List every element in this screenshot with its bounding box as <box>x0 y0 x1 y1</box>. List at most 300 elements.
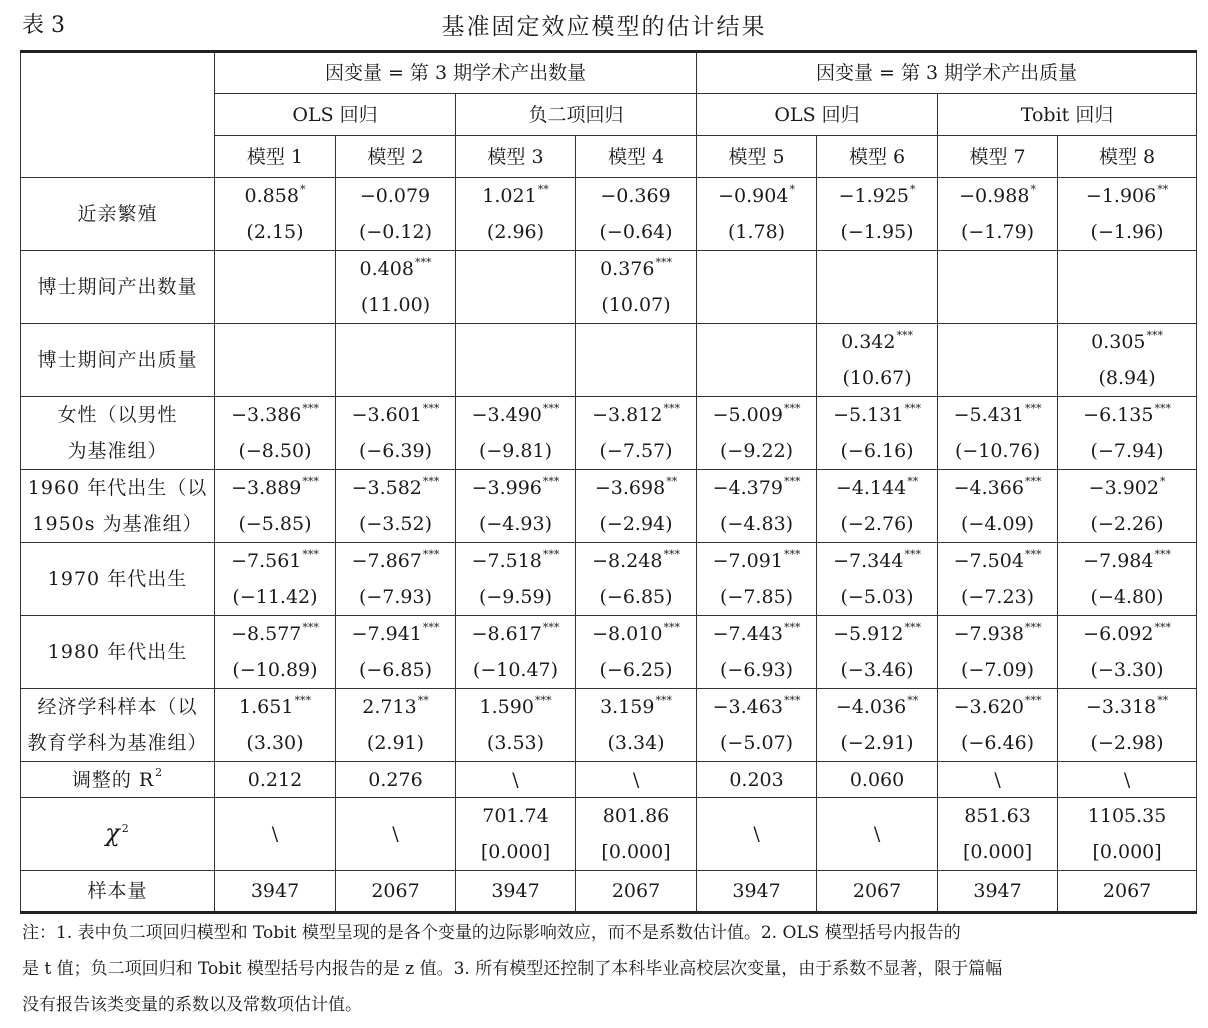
coefficient-value: −3.812 <box>592 404 663 426</box>
coefficient-line <box>833 543 921 579</box>
significance-stars: *** <box>542 401 560 415</box>
significance-stars: * <box>909 182 916 196</box>
coefficient-line <box>713 470 801 506</box>
test-statistic: (−6.85) <box>358 659 433 681</box>
estimate-stack <box>817 251 937 323</box>
test-statistic: (10.07) <box>601 294 671 316</box>
coefficient-row <box>21 470 1197 543</box>
model-header: 模型 5 <box>697 136 817 178</box>
test-statistic: (−6.46) <box>961 732 1035 754</box>
estimate-cell <box>215 397 336 470</box>
significance-stars: *** <box>414 255 432 269</box>
coefficient-line <box>841 324 913 360</box>
significance-stars: ** <box>1157 693 1169 707</box>
row-label <box>21 689 215 762</box>
significance-stars: *** <box>302 474 319 488</box>
chi2-stack <box>576 798 696 870</box>
test-statistic: (−7.85) <box>720 586 794 608</box>
significance-stars: *** <box>422 547 440 561</box>
r2-value: 0.212 <box>215 762 336 798</box>
chi2-symbol: χ <box>105 819 121 847</box>
estimate-cell <box>1058 470 1197 543</box>
coefficient-line <box>997 251 998 287</box>
estimate-stack <box>1058 397 1196 469</box>
significance-stars: *** <box>1154 547 1171 561</box>
coefficient-line <box>877 251 878 287</box>
estimate-stack <box>456 543 575 615</box>
coefficient-line <box>515 324 516 360</box>
significance-stars: ** <box>537 182 549 196</box>
estimate-stack <box>576 397 696 469</box>
estimate-cell <box>817 251 938 324</box>
model-header: 模型 4 <box>576 136 697 178</box>
test-statistic: (−5.07) <box>720 732 794 754</box>
test-statistic: (−6.39) <box>358 440 433 462</box>
coefficient-value: −6.092 <box>1083 623 1154 645</box>
chi2-value: 1105.35 <box>1087 805 1167 827</box>
estimate-stack <box>576 324 696 396</box>
sample-size-row <box>21 871 1197 913</box>
coefficient-value: −7.984 <box>1083 550 1154 572</box>
estimate-stack <box>336 543 455 615</box>
coefficient-line <box>275 251 276 287</box>
chi2-stack <box>456 798 575 870</box>
significance-stars: *** <box>783 401 801 415</box>
coefficient-value: −8.577 <box>231 623 302 645</box>
estimate-stack <box>817 616 937 688</box>
coefficient-line <box>1127 251 1128 287</box>
coefficient-value: 0.376 <box>600 258 655 280</box>
sample-size-label: 样本量 <box>21 871 215 913</box>
estimate-stack <box>456 616 575 688</box>
note-line: 注：1. 表中负二项回归模型和 Tobit 模型呈现的是各个变量的边际影响效应，而不是系数估计值。2. OLS 模型括号内报告的 <box>22 923 961 943</box>
test-statistic: (2.91) <box>366 732 425 754</box>
coefficient-line <box>756 251 757 287</box>
estimate-cell <box>215 178 336 251</box>
estimate-cell <box>1058 616 1197 689</box>
estimate-cell <box>336 689 456 762</box>
estimate-stack <box>456 470 575 542</box>
row-label <box>21 470 215 543</box>
r2-value: 0.276 <box>336 762 456 798</box>
coefficient-row <box>21 397 1197 470</box>
coefficient-line <box>1083 616 1171 652</box>
test-statistic: (8.94) <box>1098 367 1156 389</box>
chi2-row <box>21 798 1197 871</box>
coefficient-line <box>756 324 757 360</box>
estimate-stack <box>215 178 335 250</box>
r2-value: \ <box>938 762 1058 798</box>
significance-stars: ** <box>907 693 919 707</box>
coefficient-value: −3.601 <box>351 404 422 426</box>
estimate-stack <box>697 397 816 469</box>
test-statistic: (−3.52) <box>358 513 433 535</box>
significance-stars: *** <box>302 620 319 634</box>
test-statistic: (−4.09) <box>961 513 1035 535</box>
significance-stars: *** <box>904 620 921 634</box>
estimate-cell <box>336 616 456 689</box>
row-label <box>21 178 215 251</box>
test-statistic: (−0.12) <box>358 221 433 243</box>
significance-stars: *** <box>294 693 311 707</box>
estimate-stack <box>938 178 1057 250</box>
significance-stars: *** <box>783 620 801 634</box>
sample-size-value: 3947 <box>215 871 336 913</box>
coefficient-value: 0.342 <box>841 331 896 353</box>
significance-stars: *** <box>542 474 560 488</box>
estimate-cell <box>697 470 817 543</box>
significance-stars: *** <box>302 547 319 561</box>
significance-stars: *** <box>534 693 552 707</box>
significance-stars: * <box>1030 182 1036 196</box>
coefficient-line <box>600 689 672 725</box>
coefficient-value: 0.858 <box>244 185 299 207</box>
significance-stars: *** <box>663 547 680 561</box>
estimate-cell <box>215 543 336 616</box>
table-notes <box>22 915 1194 1023</box>
estimate-cell <box>456 689 576 762</box>
estimate-cell <box>817 689 938 762</box>
row-label-line: 为基准组） <box>67 440 168 462</box>
estimate-cell <box>817 397 938 470</box>
significance-stars: *** <box>1154 401 1171 415</box>
coefficient-value: −0.904 <box>718 185 789 207</box>
estimate-cell <box>697 543 817 616</box>
significance-stars: *** <box>1154 620 1171 634</box>
estimate-cell <box>938 397 1058 470</box>
estimate-stack <box>576 543 696 615</box>
chi2-cell <box>1058 798 1197 871</box>
estimate-cell <box>1058 251 1197 324</box>
test-statistic: (−3.46) <box>840 659 914 681</box>
estimate-cell <box>817 616 938 689</box>
coefficient-line <box>959 178 1036 214</box>
test-statistic: (−9.22) <box>720 440 794 462</box>
estimate-stack <box>576 470 696 542</box>
coefficient-line <box>231 397 319 433</box>
coefficient-value: −5.912 <box>833 623 904 645</box>
coefficient-line <box>833 397 921 433</box>
estimate-stack <box>215 251 335 323</box>
estimate-cell <box>336 470 456 543</box>
coefficient-line <box>833 616 921 652</box>
estimate-stack <box>817 470 937 542</box>
test-statistic: (−0.64) <box>599 221 673 243</box>
row-label-line: 1950s 为基准组） <box>32 513 203 535</box>
row-label-line: 博士期间产出质量 <box>37 349 198 371</box>
test-statistic: (−4.93) <box>478 513 553 535</box>
significance-stars: ** <box>417 693 429 707</box>
estimate-cell <box>456 251 576 324</box>
sample-size-value: 2067 <box>576 871 697 913</box>
chi2-cell <box>215 798 336 871</box>
chi2-p-value: [0.000] <box>962 841 1033 863</box>
significance-stars: *** <box>783 474 801 488</box>
coefficient-value: −4.379 <box>712 477 783 499</box>
significance-stars: *** <box>422 620 440 634</box>
estimate-cell <box>456 324 576 397</box>
estimate-stack <box>215 689 335 761</box>
chi2-cell <box>697 798 817 871</box>
chi2-p-value: [0.000] <box>480 841 551 863</box>
estimate-stack <box>576 689 696 761</box>
r2-label-text: 调整的 R <box>71 768 155 791</box>
row-label-line: 经济学科样本（以 <box>37 696 198 718</box>
estimate-stack <box>336 324 455 396</box>
coefficient-value: 2.713 <box>362 696 417 718</box>
estimate-cell <box>697 616 817 689</box>
test-statistic: (−6.93) <box>720 659 794 681</box>
estimate-cell <box>456 616 576 689</box>
coefficient-row <box>21 689 1197 762</box>
coefficient-row <box>21 324 1197 397</box>
coefficient-value: −3.386 <box>231 404 302 426</box>
test-statistic: (−3.30) <box>1090 659 1164 681</box>
r2-label <box>21 762 215 798</box>
coefficient-value: 1.590 <box>479 696 534 718</box>
coefficient-line <box>231 470 319 506</box>
estimate-stack <box>817 689 937 761</box>
test-statistic: (11.00) <box>360 294 431 316</box>
estimate-cell <box>456 470 576 543</box>
estimate-cell <box>938 470 1058 543</box>
estimate-stack <box>576 616 696 688</box>
test-statistic: (−10.89) <box>232 659 318 681</box>
coefficient-line <box>231 543 319 579</box>
test-statistic: (−10.47) <box>472 659 559 681</box>
test-statistic: (10.67) <box>842 367 912 389</box>
estimate-cell <box>817 470 938 543</box>
estimate-stack <box>456 251 575 323</box>
estimate-cell <box>1058 689 1197 762</box>
chi2-cell <box>817 798 938 871</box>
coefficient-value: −0.079 <box>359 185 431 207</box>
coefficient-line <box>600 178 671 214</box>
significance-stars: *** <box>663 401 680 415</box>
row-label-line: 1980 年代出生 <box>47 641 188 663</box>
estimate-cell <box>938 251 1058 324</box>
coefficient-line <box>275 324 276 360</box>
estimate-stack <box>697 543 816 615</box>
estimate-stack <box>938 324 1057 396</box>
estimate-cell <box>697 324 817 397</box>
estimate-stack <box>1058 178 1196 250</box>
significance-stars: *** <box>1024 693 1042 707</box>
estimate-cell <box>215 251 336 324</box>
coefficient-line <box>352 397 440 433</box>
note-line: 没有报告该类变量的系数以及常数项估计值。 <box>22 995 362 1015</box>
coefficient-line <box>592 616 680 652</box>
test-statistic: (−2.26) <box>1090 513 1164 535</box>
chi2-value: \ <box>873 823 881 845</box>
model-header: 模型 3 <box>456 136 576 178</box>
coefficient-value: −3.902 <box>1088 477 1159 499</box>
chi2-cell <box>456 798 576 871</box>
significance-stars: *** <box>302 401 319 415</box>
coefficient-value: −1.925 <box>838 185 909 207</box>
model-header: 模型 8 <box>1058 136 1197 178</box>
estimate-stack <box>1058 543 1196 615</box>
sample-size-value: 3947 <box>456 871 576 913</box>
chi2-value: \ <box>753 823 760 845</box>
coefficient-line <box>231 616 319 652</box>
chi2-cell <box>938 798 1058 871</box>
chi2-stack <box>215 816 335 852</box>
estimate-cell <box>336 543 456 616</box>
coefficient-value: −4.144 <box>835 477 907 499</box>
r2-value: \ <box>456 762 576 798</box>
test-statistic: (−2.94) <box>599 513 673 535</box>
chi2-value: 801.86 <box>602 805 670 827</box>
estimate-stack <box>336 178 455 250</box>
sample-size-value: 2067 <box>336 871 456 913</box>
r2-value: \ <box>1058 762 1197 798</box>
row-label-line: 女性（以男性 <box>57 404 178 426</box>
estimate-stack <box>938 543 1057 615</box>
coefficient-line <box>1083 543 1171 579</box>
coefficient-value: −3.582 <box>351 477 422 499</box>
chi2-p-value: [0.000] <box>601 841 671 863</box>
coefficient-value: −7.504 <box>953 550 1024 572</box>
significance-stars: *** <box>904 547 921 561</box>
estimate-cell <box>817 324 938 397</box>
estimate-cell <box>1058 324 1197 397</box>
chi2-stack <box>336 816 455 852</box>
significance-stars: *** <box>655 255 672 269</box>
row-label-line: 1960 年代出生（以 <box>27 477 208 499</box>
significance-stars: *** <box>783 693 801 707</box>
r2-value: \ <box>576 762 697 798</box>
significance-stars: *** <box>1146 328 1164 342</box>
test-statistic: (−7.94) <box>1090 440 1164 462</box>
coefficient-line <box>360 178 431 214</box>
coefficient-value: −6.135 <box>1083 404 1154 426</box>
estimate-cell <box>215 470 336 543</box>
row-label <box>21 324 215 397</box>
coefficient-line <box>713 543 801 579</box>
test-statistic: (−1.79) <box>961 221 1035 243</box>
chi2-stack <box>938 798 1057 870</box>
coefficient-value: 0.305 <box>1091 331 1146 353</box>
chi2-stack <box>697 816 816 852</box>
coefficient-value: −5.431 <box>953 404 1024 426</box>
method-negbin: 负二项回归 <box>456 94 697 136</box>
estimate-stack <box>697 470 816 542</box>
row-label <box>21 397 215 470</box>
table-header <box>0 0 1208 50</box>
estimate-cell <box>576 689 697 762</box>
significance-stars: * <box>789 182 795 196</box>
coefficient-value: −3.490 <box>471 404 542 426</box>
row-label <box>21 616 215 689</box>
chi2-label <box>21 798 215 871</box>
estimate-stack <box>697 251 816 323</box>
estimate-cell <box>576 397 697 470</box>
estimate-cell <box>336 324 456 397</box>
coefficient-value: −5.131 <box>833 404 904 426</box>
coefficient-value: −0.988 <box>959 185 1030 207</box>
significance-stars: *** <box>896 328 913 342</box>
estimate-cell <box>336 251 456 324</box>
estimate-stack <box>697 616 816 688</box>
estimate-stack <box>336 470 455 542</box>
significance-stars: *** <box>1024 547 1042 561</box>
coefficient-value: −7.941 <box>351 623 422 645</box>
coefficient-line <box>472 543 560 579</box>
coefficient-value: −7.867 <box>351 550 422 572</box>
estimate-stack <box>697 324 816 396</box>
estimate-stack <box>817 178 937 250</box>
coefficient-line <box>954 543 1042 579</box>
test-statistic: (−6.85) <box>599 586 673 608</box>
estimate-cell <box>817 178 938 251</box>
coefficient-line <box>362 689 428 725</box>
test-statistic: (−9.81) <box>478 440 553 462</box>
estimate-cell <box>697 178 817 251</box>
chi2-cell <box>576 798 697 871</box>
r2-value: 0.060 <box>817 762 938 798</box>
coefficient-line <box>239 689 311 725</box>
estimate-stack <box>1058 324 1196 396</box>
estimate-cell <box>938 616 1058 689</box>
estimate-cell <box>456 178 576 251</box>
estimate-stack <box>817 324 937 396</box>
r2-value: 0.203 <box>697 762 817 798</box>
coefficient-value: −8.248 <box>592 550 663 572</box>
coefficient-line <box>839 178 916 214</box>
coefficient-row <box>21 616 1197 689</box>
test-statistic: (−6.25) <box>599 659 673 681</box>
test-statistic: (1.78) <box>727 221 786 243</box>
chi2-stack <box>1058 798 1196 870</box>
coefficient-line <box>472 616 560 652</box>
estimate-stack <box>817 543 937 615</box>
estimate-stack <box>215 470 335 542</box>
coefficient-line <box>352 543 440 579</box>
estimate-cell <box>938 689 1058 762</box>
coefficient-row <box>21 251 1197 324</box>
significance-stars: ** <box>666 474 678 488</box>
test-statistic: (3.53) <box>486 732 545 754</box>
estimate-cell <box>576 470 697 543</box>
estimate-stack <box>1058 251 1196 323</box>
chi2-stack <box>817 816 937 852</box>
test-statistic: (−4.80) <box>1090 586 1164 608</box>
coefficient-value: −7.938 <box>953 623 1024 645</box>
test-statistic: (−6.16) <box>840 440 914 462</box>
corner-cell <box>21 52 215 178</box>
coefficient-value: 1.651 <box>239 696 294 718</box>
estimate-cell <box>1058 178 1197 251</box>
test-statistic: (−10.76) <box>954 440 1041 462</box>
coefficient-line <box>480 689 552 725</box>
sample-size-value: 2067 <box>817 871 938 913</box>
estimate-stack <box>336 251 455 323</box>
estimate-stack <box>336 689 455 761</box>
chi2-cell <box>336 798 456 871</box>
method-ols-2: OLS 回归 <box>697 94 938 136</box>
method-ols-1: OLS 回归 <box>215 94 456 136</box>
significance-stars: ** <box>907 474 919 488</box>
estimate-stack <box>456 689 575 761</box>
r2-superscript: 2 <box>155 766 164 780</box>
coefficient-value: −7.091 <box>712 550 783 572</box>
note-line: 是 t 值；负二项回归和 Tobit 模型括号内报告的是 z 值。3. 所有模型还控制了本科毕业高校层次变量，由于系数不显著，限于篇幅 <box>22 959 1003 979</box>
estimate-stack <box>938 616 1057 688</box>
row-label <box>21 543 215 616</box>
estimate-stack <box>456 324 575 396</box>
test-statistic: (−8.50) <box>238 440 312 462</box>
